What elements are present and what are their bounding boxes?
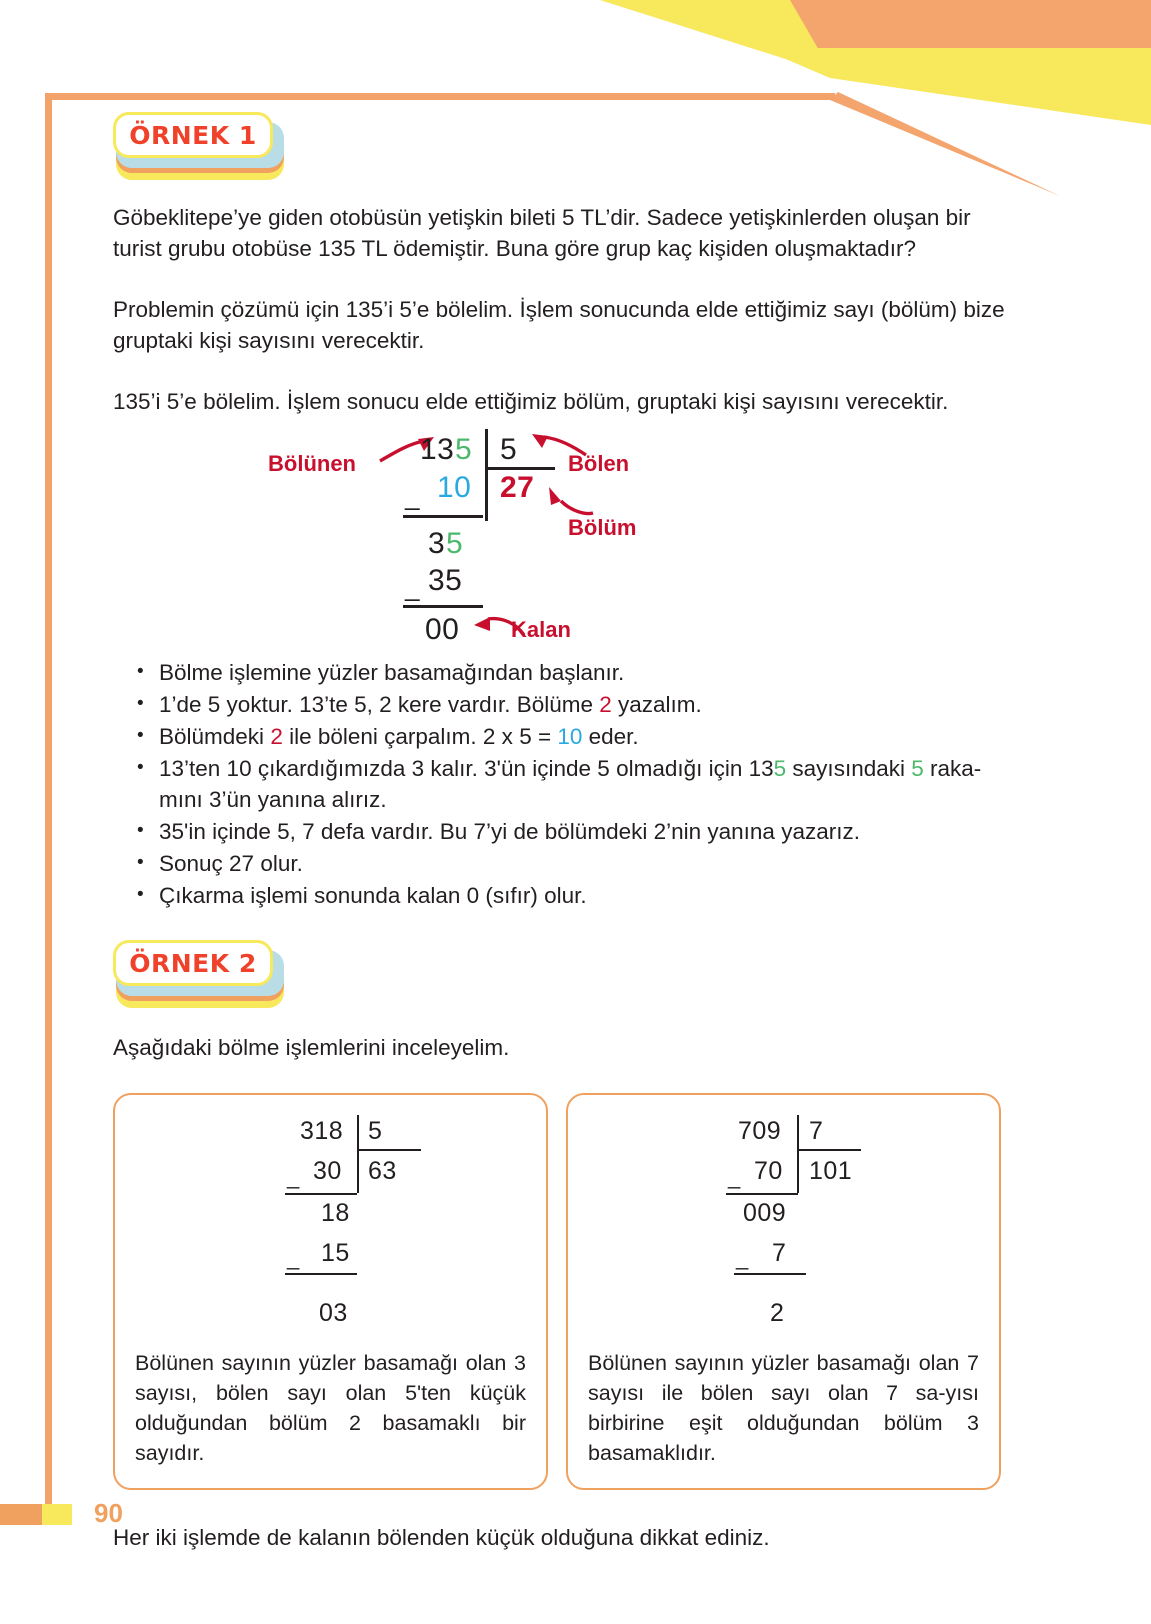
right-sub-rule-2	[734, 1273, 806, 1275]
right-dividend: 709	[738, 1117, 782, 1145]
bullet-text-segment: yazalım.	[611, 692, 702, 717]
box-right-division	[588, 1117, 979, 1285]
minus-sign-1: _	[405, 481, 420, 511]
example1-paragraph-1: Göbeklitepe’ye giden otobüsün yetişkin bileti 5 TL’dir. Sadece yetişkinlerden oluşan bir turist grubu otobüse 135 TL ödemiştir. Buna göre grup kaç kişiden oluşmaktadır?	[113, 205, 971, 261]
label-bolen: Bölen	[568, 451, 630, 476]
badge2-face	[113, 940, 273, 986]
left-step1: 30	[313, 1157, 342, 1185]
ornek-2-label: ÖRNEK 2	[129, 948, 257, 978]
right-minus-1: _	[728, 1164, 741, 1189]
right-quotient: 101	[809, 1157, 853, 1185]
bullet-item	[137, 721, 1018, 752]
bullet-item	[137, 848, 1018, 879]
example2-box-right	[566, 1093, 1001, 1490]
dividend-prefix: 13	[420, 433, 455, 466]
right-sub-rule-1	[726, 1193, 798, 1195]
bullet-text-segment: 2	[599, 692, 612, 717]
divisor: 5	[500, 433, 518, 466]
right-horizontal-bar	[799, 1149, 861, 1151]
bullet-text-segment: Sonuç 27 olur.	[159, 851, 303, 876]
example2-intro: Aşağıdaki bölme işlemlerini inceleyelim.	[113, 1035, 510, 1060]
page-number: 90	[94, 1498, 123, 1528]
bullet-text-segment: 5	[773, 756, 787, 781]
right-minus-2: _	[736, 1245, 749, 1270]
example1-paragraph-2: Problemin çözümü için 135’i 5’e bölelim. İşlem sonucunda elde ettiğimiz sayı (bölüm) bize gruptaki kişi sayısını verecektir.	[113, 297, 1005, 353]
left-sub-rule-1	[285, 1193, 357, 1195]
page-frame-left-rule	[45, 93, 52, 1513]
ornek-2-badge	[113, 940, 273, 986]
right-step1: 70	[754, 1157, 783, 1185]
box-left-division	[135, 1117, 526, 1285]
bullet-text-segment: sayısındaki	[786, 756, 912, 781]
example1-paragraph-3: 135’i 5’e bölelim. İşlem sonucu elde ettiğimiz bölüm, gruptaki kişi sayısını verecektir.	[113, 389, 949, 414]
example2-box-left	[113, 1093, 548, 1490]
ornek-1-label: ÖRNEK 1	[129, 120, 257, 150]
division-vertical-bar	[485, 429, 488, 521]
label-bolunen: Bölünen	[268, 451, 356, 476]
division-horizontal-bar	[487, 467, 555, 470]
bullet-text-segment: Çıkarma işlemi sonunda kalan 0 (sıfır) olur.	[159, 883, 587, 908]
subtraction-rule-1	[403, 515, 483, 518]
footer-bar-orange	[0, 1504, 42, 1525]
step1-subtrahend: 10	[437, 471, 472, 504]
example2-boxes	[113, 1093, 1018, 1490]
left-minus-1: _	[287, 1164, 300, 1189]
left-step2: 18	[321, 1199, 350, 1227]
footer-bar-yellow	[42, 1504, 72, 1525]
dividend-suffix: 5	[455, 433, 473, 466]
bullet-text-segment: 10	[557, 724, 583, 749]
left-dividend: 318	[300, 1117, 344, 1145]
label-bolum: Bölüm	[568, 515, 637, 540]
right-vertical-bar	[797, 1115, 799, 1193]
subtraction-rule-2	[403, 605, 483, 608]
bullet-text-segment: eder.	[582, 724, 639, 749]
bullet-text-segment: Bölümdeki	[159, 724, 271, 749]
step2-prefix: 3	[428, 527, 446, 560]
left-sub-rule-2	[285, 1273, 357, 1275]
quotient: 27	[500, 471, 535, 504]
step2-suffix: 5	[446, 527, 464, 560]
left-remainder: 03	[319, 1299, 348, 1327]
right-remainder: 2	[770, 1299, 785, 1327]
left-minus-2: _	[287, 1245, 300, 1270]
bullet-text-segment: 35'in içinde 5, 7 defa vardır. Bu 7’yi de bölümdeki 2’nin yanına yazarız.	[159, 819, 860, 844]
example2-closing: Her iki işlemde de kalanın bölenden küçük olduğuna dikkat ediniz.	[113, 1525, 770, 1550]
left-vertical-bar	[357, 1115, 359, 1193]
left-divisor: 5	[368, 1117, 383, 1145]
left-horizontal-bar	[359, 1149, 421, 1151]
left-quotient: 63	[368, 1157, 397, 1185]
left-step3: 15	[321, 1239, 350, 1267]
label-kalan: Kalan	[511, 617, 571, 642]
example1-bullet-list	[113, 657, 1018, 911]
box-left-caption: Bölünen sayının yüzler basamağı olan 3 sayısı, bölen sayı olan 5'ten küçük olduğundan bölüm 2 basamaklı bir sayıdır.	[135, 1351, 526, 1465]
main-long-division	[113, 417, 1018, 657]
bullet-text-segment: 2	[270, 724, 283, 749]
arrow-to-quotient-icon	[533, 479, 601, 519]
bullet-item	[137, 657, 1018, 688]
bullet-text-segment: Bölme işlemine yüzler basamağından başlanır.	[159, 660, 625, 685]
bullet-text-segment: 5	[911, 756, 924, 781]
ornek-1-badge	[113, 112, 273, 158]
minus-sign-2: _	[405, 572, 420, 602]
remainder: 00	[425, 613, 460, 646]
bullet-item	[137, 880, 1018, 911]
page-content	[113, 0, 1018, 1553]
bullet-text-segment: 13’ten 10 çıkardığımızda 3 kalır. 3'ün içinde 5 olmadığı için 13	[159, 756, 774, 781]
box-right-caption: Bölünen sayının yüzler basamağı olan 7 sayısı ile bölen sayı olan 7 sa-yısı birbirine eşit olduğundan bölüm 3 basamaklıdır.	[588, 1351, 979, 1465]
bullet-text-segment: 1’de 5 yoktur. 13’te 5, 2 kere vardır. Bölüme	[159, 692, 600, 717]
right-step3: 7	[772, 1239, 787, 1267]
step3-subtrahend: 35	[428, 564, 463, 597]
bullet-item	[137, 753, 1018, 815]
right-divisor: 7	[809, 1117, 824, 1145]
badge-face	[113, 112, 273, 158]
bullet-text-segment: raka-mını 3’ün yanına alırız.	[159, 756, 982, 812]
right-step2: 009	[743, 1199, 787, 1227]
bullet-item	[137, 816, 1018, 847]
bullet-item	[137, 689, 1018, 720]
bullet-text-segment: ile böleni çarpalım. 2 x 5 =	[282, 724, 558, 749]
